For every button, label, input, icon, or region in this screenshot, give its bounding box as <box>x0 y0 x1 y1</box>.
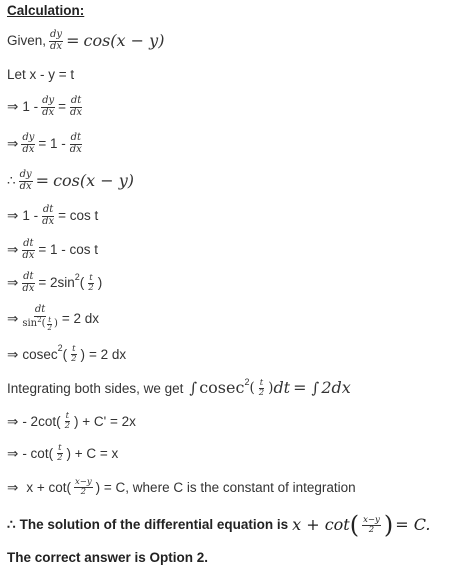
answer-line <box>7 551 208 565</box>
constant-of-integration-text: ) = C, where C is the constant of integration <box>95 479 356 495</box>
square-superscript: 2 <box>57 342 63 353</box>
t-over-2-fraction <box>56 444 63 463</box>
equals-sign: = <box>66 31 80 50</box>
fraction-denominator: 2 <box>71 353 77 364</box>
implies-arrow: ⇒ <box>7 310 19 326</box>
step-9 <box>7 412 136 431</box>
cot-prefix-text: - cot( <box>22 445 54 461</box>
therefore-symbol: ∴ <box>7 173 16 189</box>
equals-c-math: = C. <box>395 515 431 534</box>
dy-dx-fraction <box>49 30 63 52</box>
fraction-denominator: dx <box>50 40 63 52</box>
square-superscript: 2 <box>74 271 80 282</box>
integral-sign: ∫ <box>189 378 198 397</box>
dt-dx-fraction <box>41 205 55 227</box>
dt-over-sin-squared-fraction <box>21 305 59 332</box>
equals-2dx-text: = 2 dx <box>61 310 99 326</box>
t-over-2-fraction <box>87 274 94 293</box>
fraction-denominator: 2 <box>64 420 70 431</box>
fraction-numerator: dt <box>34 304 46 315</box>
step-4 <box>7 205 98 227</box>
step-3 <box>7 170 134 192</box>
dy-dx-fraction <box>41 96 55 118</box>
cot-suffix-text: ) + C = x <box>66 445 119 461</box>
section-title <box>7 4 84 18</box>
implies-arrow: ⇒ <box>7 136 19 152</box>
fraction-denominator: dx <box>19 180 32 192</box>
fraction-numerator: dt <box>70 95 82 106</box>
equals-sign: = <box>293 378 307 398</box>
fraction-numerator: dy <box>42 95 55 106</box>
therefore-symbol: ∴ <box>7 517 16 533</box>
fraction-denominator: 2 <box>80 486 87 497</box>
conclusion-text: The solution of the differential equation is <box>19 517 289 533</box>
substitution-text: Let x - y = t <box>7 67 75 82</box>
fraction-denominator: 2 <box>258 387 265 398</box>
fraction-denominator: dx <box>22 143 35 155</box>
x-minus-y-over-2-fraction <box>74 478 93 497</box>
dy-dx-fraction <box>19 170 33 192</box>
cot-prefix-text: - 2cot( <box>22 413 61 429</box>
fraction-numerator: dy <box>19 169 32 180</box>
substitution-line <box>7 68 74 82</box>
fraction-numerator: dt <box>70 132 81 143</box>
fraction-numerator: t <box>58 443 62 453</box>
equals-2dx-text: = 2 dx <box>89 346 127 362</box>
two-dx-math: 2dx <box>321 378 351 398</box>
fraction-denominator: dx <box>42 215 55 227</box>
sin-text: sin <box>22 318 38 330</box>
fraction-numerator: dt <box>23 238 34 249</box>
dt-dx-fraction <box>69 133 83 155</box>
step-6: ⇒ $\frac{dt}{dx}$ = 2sin 2 ( $\frac{t}{2}$ ) <box>7 271 103 294</box>
fraction-numerator: dt <box>42 204 54 215</box>
fraction-numerator: t <box>65 411 69 421</box>
fraction-numerator: dy <box>50 29 63 40</box>
implies-arrow: ⇒ <box>7 99 19 115</box>
step-11 <box>7 478 356 497</box>
step-5 <box>7 239 98 261</box>
fraction-numerator: t <box>72 344 76 354</box>
step-1 <box>7 96 86 118</box>
x-minus-y-over-2-fraction <box>362 516 381 535</box>
cot-suffix-text: ) + C' = 2x <box>74 413 136 429</box>
given-equation <box>7 30 164 52</box>
cosec-math-text: cosec <box>199 378 245 398</box>
dt-dx-fraction <box>21 272 35 294</box>
fraction-denominator: 2 <box>368 524 375 535</box>
step-7 <box>7 305 99 332</box>
square-superscript: 2 <box>244 376 250 387</box>
one-minus-text: 1 - <box>22 208 39 224</box>
step-2 <box>7 133 86 155</box>
dy-dx-fraction <box>21 133 35 155</box>
given-label: Given, <box>7 33 47 49</box>
fraction-numerator: dt <box>23 271 34 282</box>
equals-sign: = <box>35 171 50 190</box>
equals-one-minus-cos-t-text: = 1 - cos t <box>38 242 99 258</box>
implies-arrow: ⇒ <box>7 479 19 495</box>
fraction-denominator: dx <box>42 106 55 118</box>
dt-dx-fraction <box>21 239 35 261</box>
fraction-numerator: t <box>259 378 264 388</box>
fraction-numerator: x−y <box>363 514 380 525</box>
fraction-numerator: t <box>89 272 93 283</box>
cos-expression: cos(x − y) <box>53 171 134 190</box>
implies-arrow: ⇒ <box>7 275 19 291</box>
equals-sign: = <box>58 99 67 115</box>
implies-arrow: ⇒ <box>7 242 19 258</box>
step-10 <box>7 444 118 463</box>
integrating-text: Integrating both sides, we get <box>7 380 184 396</box>
fraction-denominator: 2 <box>88 282 94 293</box>
equals-one-minus-text: = 1 - <box>38 136 66 152</box>
integration-line: Integrating both sides, we get ∫ cosec 2 ( $\frac{t}{2}$ ) dt = ∫ 2dx <box>7 376 351 398</box>
fraction-denominator: sin 2 ( $\frac{t}{2}$ ) <box>22 315 58 332</box>
fraction-denominator: dx <box>22 249 35 261</box>
step-8: ⇒ cosec 2 ( $\frac{t}{2}$ ) = 2 dx <box>7 342 127 364</box>
answer-text: The correct answer is Option 2. <box>7 550 209 565</box>
t-over-2-fraction <box>70 345 77 364</box>
fraction-denominator: 2 <box>57 452 63 463</box>
t-over-2-fraction <box>64 412 71 431</box>
equals-2sin-text: = 2sin <box>38 275 75 291</box>
one-minus-text: 1 - <box>22 99 39 115</box>
fraction-denominator: 2 <box>47 323 52 332</box>
cosec-text: cosec <box>22 346 58 362</box>
t-over-2-fraction <box>258 379 265 398</box>
fraction-numerator: dy <box>22 132 35 143</box>
cos-expression: cos(x − y) <box>83 31 165 50</box>
conclusion-line: ∴ The solution of the differential equation is x + cot ( $\frac{x-y}{2}$ ) = C. <box>7 511 431 539</box>
implies-arrow: ⇒ <box>7 346 19 362</box>
dt-dx-fraction <box>69 96 83 118</box>
fraction-numerator: t <box>48 315 52 324</box>
dt-math: dt <box>273 378 291 398</box>
fraction-denominator: dx <box>69 143 82 155</box>
implies-arrow: ⇒ <box>7 208 19 224</box>
equals-cos-t-text: = cos t <box>58 208 99 224</box>
t-over-2-fraction <box>46 317 52 333</box>
cot-prefix-text: x + cot( <box>26 479 71 495</box>
fraction-denominator: dx <box>70 106 83 118</box>
square-superscript: 2 <box>37 315 42 324</box>
implies-arrow: ⇒ <box>7 445 19 461</box>
implies-arrow: ⇒ <box>7 413 19 429</box>
integral-sign: ∫ <box>311 378 320 397</box>
fraction-numerator: x−y <box>74 477 92 487</box>
section-title-text: Calculation: <box>7 3 85 18</box>
x-plus-cot-math: x + cot <box>292 515 350 534</box>
fraction-denominator: dx <box>22 282 35 294</box>
